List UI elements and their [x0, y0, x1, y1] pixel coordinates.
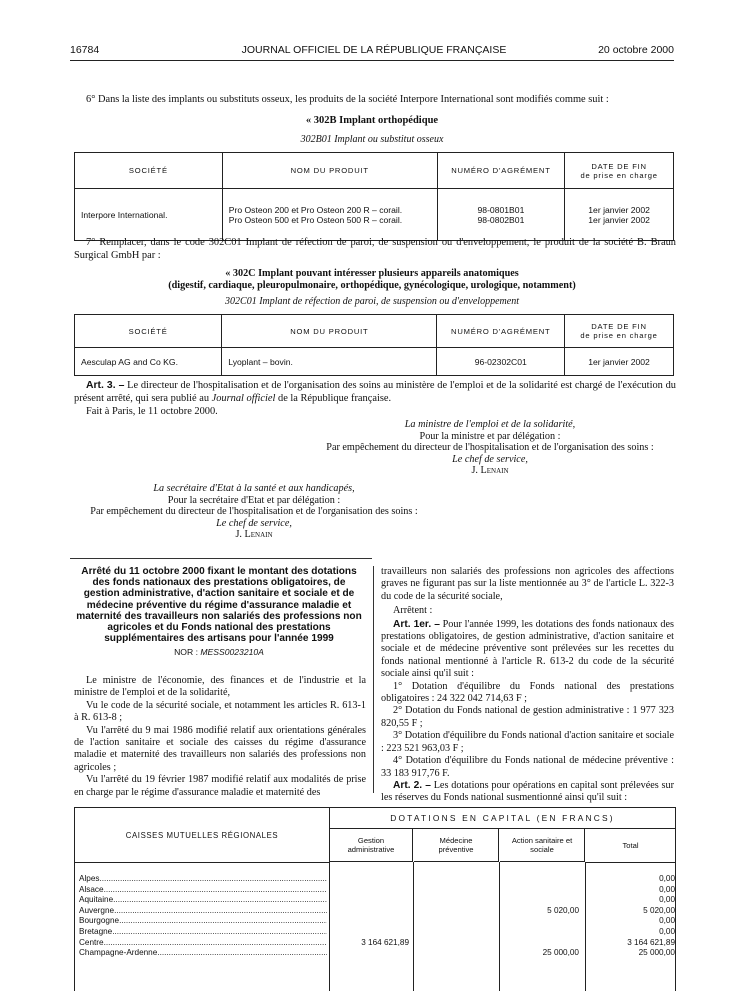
dotation-item: 4° Dotation d'équilibre du Fonds national de médecine préventive : 33 183 917,76 F.: [381, 755, 674, 779]
article1-label: Art. 1er. –: [393, 618, 440, 630]
dot-leader: [113, 895, 327, 906]
left-column-rule: [70, 558, 372, 559]
product-cell: Lyoplant – bovin.: [222, 348, 437, 376]
table-row: [75, 906, 675, 917]
cell-total: 0,00: [659, 926, 675, 936]
article3-text-a: Le directeur de l'hospitalisation et de l'organisation des soins au ministère de l'emploi et de la solidarité est chargé de l'exécution du présent arrêté, qui sera publié au: [74, 380, 676, 404]
cell-medecine: [411, 927, 497, 938]
date-line: 1er janvier 2002: [588, 214, 650, 225]
table-row: [75, 885, 675, 896]
col-header-date-line2: de prise en charge: [580, 170, 658, 180]
cell-medecine: [411, 948, 497, 959]
number-line: 98-0802B01: [477, 214, 525, 225]
cell-action: [497, 885, 579, 896]
col-header-produit: NOM DU PRODUIT: [222, 315, 437, 348]
cell-total: 0,00: [659, 884, 675, 894]
signature1-line2: Pour la ministre et par délégation :: [419, 430, 561, 442]
region-name: [75, 927, 327, 938]
col-header-gestion: Gestion administrative: [330, 829, 413, 862]
company-cell: Aesculap AG and Co KG.: [75, 348, 222, 376]
cell-gestion: [327, 874, 411, 885]
table-row: [75, 916, 675, 927]
section7-intro: 7° Remplacer, dans le code 302C01 Implant de réfection de paroi, de suspension ou d'enveloppement, le produit de la société B. Braun Surgical GmbH par :: [74, 237, 676, 261]
cell-medecine: [411, 916, 497, 927]
col-header-date-line2: de prise en charge: [580, 331, 658, 340]
cell-medecine: [411, 885, 497, 896]
section7-subtitle: 302C01 Implant de réfection de paroi, de suspension ou d'enveloppement: [225, 296, 519, 307]
header-rule: [70, 60, 674, 61]
region-label: Champagne-Ardenne: [79, 948, 158, 958]
section7-title: [70, 268, 674, 292]
region-label: Alpes: [79, 874, 100, 883]
arrete-paragraph: Vu l'arrêté du 19 février 1987 modifié relatif aux modalités de prise en charge par le régime d'assurance maladie et maternité des: [74, 774, 366, 798]
cell-action: 5 020,00: [547, 905, 579, 915]
article3-text: [74, 380, 676, 405]
article3-label: Art. 3. –: [86, 380, 125, 391]
date-cell: 1er janvier 2002: [565, 348, 674, 376]
table-row: [75, 348, 674, 376]
cell-total: 0,00: [659, 874, 675, 883]
header-date: 20 octobre 2000: [598, 44, 674, 56]
signature1-name: J. Lenain: [471, 465, 509, 477]
capital-left-header: CAISSES MUTUELLES RÉGIONALES: [75, 808, 330, 863]
region-name: [75, 916, 327, 927]
table-row: [75, 874, 675, 885]
region-label: Bretagne: [79, 926, 113, 936]
dot-leader: [104, 885, 327, 896]
arrete-title: Arrêté du 11 octobre 2000 fixant le montant des dotations des fonds nationaux des prestations obligatoires, de gestion administrative, d'action sanitaire et sociale et de médecine préventive du régime d'assurance maladie et maternité des travailleurs non salariés des professions non agricoles et du Fonds national des prestations supplémentaires des artisans pour l'année 1999: [76, 566, 362, 645]
col-header-date: [565, 315, 674, 348]
arrete-paragraph: Le ministre de l'économie, des finances et de l'industrie et la ministre de l'emploi et de la solidarité,: [74, 675, 366, 699]
cell-total: 5 020,00: [643, 905, 675, 915]
dot-leader: [99, 874, 327, 885]
region-label: Bourgogne: [79, 916, 120, 926]
col-header-societe: SOCIÉTÉ: [75, 153, 223, 189]
page-number: 16784: [70, 44, 100, 56]
col-header-agrement: NUMÉRO D'AGRÉMENT: [437, 315, 565, 348]
dot-leader: [114, 906, 327, 917]
cell-medecine: [411, 895, 497, 906]
arrete-paragraph: Vu le code de la sécurité sociale, et notamment les articles R. 613-1 à R. 613-8 ;: [74, 699, 366, 724]
capital-group-header: DOTATIONS EN CAPITAL (EN FRANCS): [330, 808, 675, 829]
number-cell: 96-02302C01: [437, 348, 565, 376]
cell-total: 25 000,00: [638, 948, 675, 958]
product-line: Pro Osteon 500 et Pro Osteon 500 R – corail.: [228, 214, 403, 225]
col-header-produit: NOM DU PRODUIT: [222, 153, 437, 189]
section6-subtitle: 302B01 Implant ou substitut osseux: [300, 134, 444, 145]
cell-action: [497, 895, 579, 906]
number-line: 98-0801B01: [477, 204, 525, 215]
signature1-minister: La ministre de l'emploi et de la solidarité,: [404, 419, 576, 430]
cell-gestion: [327, 895, 411, 906]
article2: [381, 780, 674, 805]
dot-leader: [112, 927, 327, 938]
region-name: [75, 906, 327, 917]
region-label: Alsace: [79, 884, 104, 894]
journal-title: JOURNAL OFFICIEL DE LA RÉPUBLIQUE FRANÇAISE: [241, 44, 507, 56]
signature2-line3: Par empêchement du directeur de l'hospitalisation et de l'organisation des soins :: [90, 506, 418, 518]
article3-text-b: de la République française.: [275, 392, 392, 404]
signature2-minister: La secrétaire d'Etat à la santé et aux handicapés,: [153, 483, 355, 494]
table-row: [75, 895, 675, 906]
cell-total: 0,00: [659, 916, 675, 926]
cell-gestion: [327, 885, 411, 896]
col-header-date: [565, 153, 674, 189]
nor-code: MESS0023210A: [200, 647, 264, 657]
product-line: Pro Osteon 200 et Pro Osteon 200 R – corail.: [228, 204, 403, 215]
number-cell: [437, 189, 565, 241]
company-cell: Interpore International.: [75, 189, 223, 241]
section6-intro: 6° Dans la liste des implants ou substituts osseux, les produits de la société Interpore International sont modifiés comme suit :: [86, 94, 609, 105]
dotation-item: 1° Dotation d'équilibre du Fonds national des prestations obligatoires : 24 322 042 714,63 F ;: [381, 680, 674, 705]
nor-line: [74, 646, 364, 658]
signature1-role: Le chef de service,: [452, 453, 528, 465]
signature1-line3: Par empêchement du directeur de l'hospitalisation et de l'organisation des soins :: [326, 442, 654, 454]
cell-gestion: 3 164 621,89: [361, 937, 409, 947]
dotation-item: 3° Dotation d'équilibre du Fonds national d'action sanitaire et sociale : 223 521 963,03 F ;: [381, 730, 674, 754]
implant-table-302c: [74, 314, 674, 376]
signature-block-2: [64, 483, 444, 541]
article2-label: Art. 2. –: [393, 779, 431, 791]
cell-medecine: [411, 874, 497, 885]
fait-a-paris: Fait à Paris, le 11 octobre 2000.: [86, 406, 218, 417]
col-header-medecine: Médecine préventive: [414, 829, 499, 862]
table-row: [75, 948, 675, 959]
region-name: [75, 948, 327, 959]
region-name: [75, 895, 327, 906]
capital-rows: [75, 874, 675, 959]
section7-title-line2: (digestif, cardiaque, pleuropulmonaire, orthopédique, gynécologique, urologique, notamment): [168, 280, 576, 291]
cell-gestion: [327, 906, 411, 917]
table-row: [75, 927, 675, 938]
col-header-date-line1: DATE DE FIN: [591, 161, 647, 171]
region-name: [75, 874, 327, 885]
article1-text: Pour l'année 1999, les dotations des fonds nationaux des prestations obligatoires, de gestion administrative, d'action sanitaire et sociale et de médecine préventive sont prélevées sur les recettes du fonds national mentionné à l'article R. 613-2 du code de la sécurité sociale ainsi qu'il suit :: [381, 618, 674, 680]
section6-title: « 302B Implant orthopédique: [305, 115, 439, 126]
dotation-item: 2° Dotation du Fonds national de gestion administrative : 1 977 323 820,55 F ;: [381, 705, 674, 729]
table-row: [75, 938, 675, 949]
implant-table-302b: [74, 152, 674, 241]
signature2-name: J. Lenain: [235, 529, 273, 541]
cell-total: 0,00: [659, 895, 675, 905]
region-label: Aquitaine: [79, 895, 114, 905]
arrete-right-text: [381, 566, 674, 805]
region-label: Auvergne: [79, 905, 115, 915]
date-cell: [565, 189, 674, 241]
arrete-paragraph: Vu l'arrêté du 9 mai 1986 modifié relatif aux orientations générales de l'action sanitaire et sociale des caisses du régime d'assurance maladie et maternité des travailleurs non salariés des professions non agricoles ;: [74, 724, 366, 773]
region-name: [75, 938, 327, 949]
signature2-line2: Pour la secrétaire d'Etat et par délégation :: [167, 494, 341, 506]
article2-text: Les dotations pour opérations en capital sont prélevées sur les réserves du Fonds national susmentionné ainsi qu'il suit :: [381, 779, 674, 804]
cell-action: [497, 927, 579, 938]
arretent: Arrêtent :: [393, 605, 433, 617]
article3-journal: Journal officiel: [211, 392, 276, 404]
nor-label: NOR :: [174, 647, 201, 657]
arrete-left-text: [74, 675, 366, 799]
dot-leader: [104, 938, 327, 949]
product-cell: [222, 189, 437, 241]
date-line: 1er janvier 2002: [588, 204, 650, 215]
col-header-total: Total: [586, 829, 675, 863]
region-label: Centre: [79, 937, 104, 947]
dot-leader: [119, 916, 327, 927]
table-row: [75, 189, 674, 241]
article1: [381, 619, 674, 681]
arrete-paragraph: travailleurs non salariés des professions non agricoles des affections graves ne figurant pas sur la liste mentionnée au 3° de l'article L. 322-3 du code de la sécurité sociale,: [381, 566, 674, 602]
column-divider: [373, 566, 374, 793]
cell-medecine: [411, 938, 497, 949]
cell-total: 3 164 621,89: [627, 937, 675, 947]
region-name: [75, 885, 327, 896]
dot-leader: [157, 948, 327, 959]
col-header-action: Action sanitaire et sociale: [500, 829, 585, 862]
cell-action: [497, 938, 579, 949]
cell-action: [497, 874, 579, 885]
cell-medecine: [411, 906, 497, 917]
capital-table: [74, 807, 676, 991]
signature2-role: Le chef de service,: [216, 517, 292, 529]
col-header-date-line1: DATE DE FIN: [591, 322, 647, 331]
col-header-societe: SOCIÉTÉ: [75, 315, 222, 348]
section7-title-line1: « 302C Implant pouvant intéresser plusieurs appareils anatomiques: [225, 268, 519, 279]
cell-gestion: [327, 948, 411, 959]
cell-action: [497, 916, 579, 927]
signature-block-1: [300, 419, 680, 477]
cell-gestion: [327, 916, 411, 927]
cell-action: 25 000,00: [542, 948, 579, 958]
col-header-agrement: NUMÉRO D'AGRÉMENT: [437, 153, 565, 189]
cell-gestion: [327, 927, 411, 938]
